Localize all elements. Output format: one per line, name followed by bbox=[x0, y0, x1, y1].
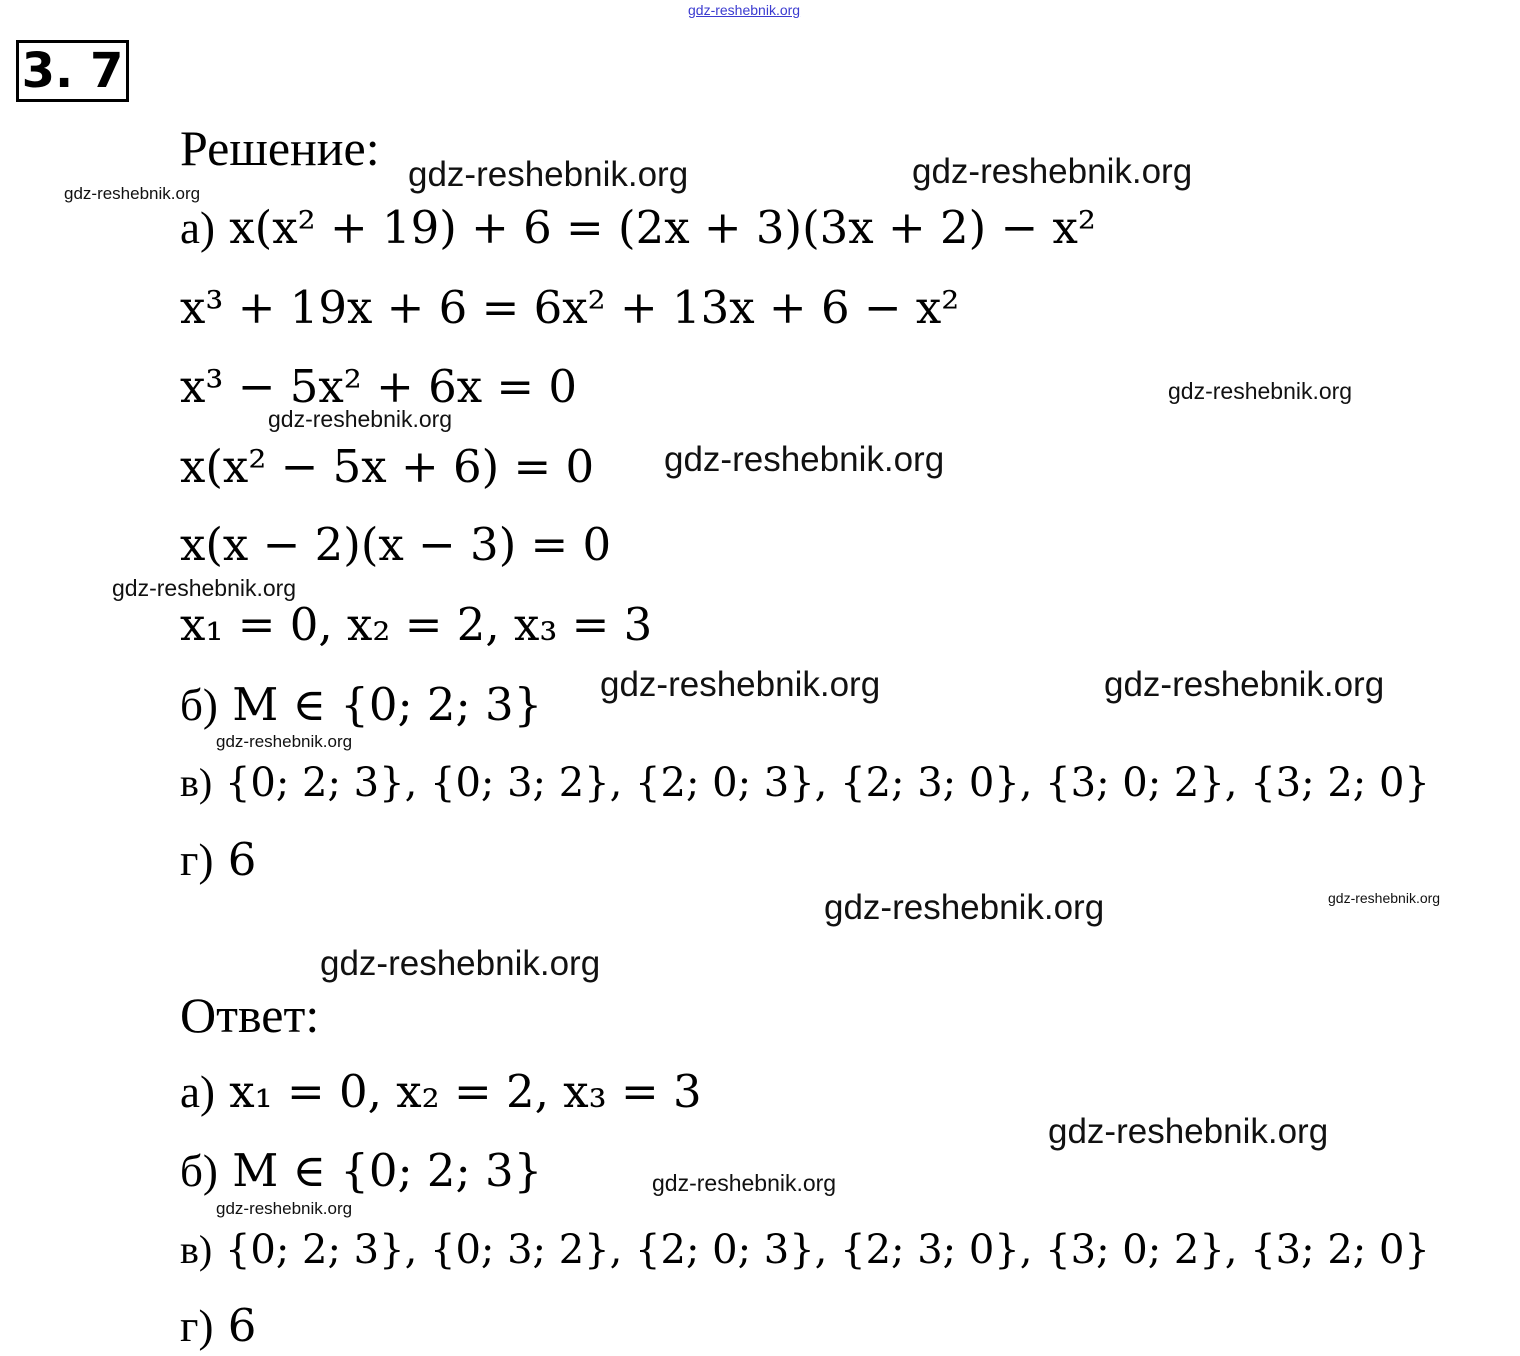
watermark: gdz-reshebnik.org bbox=[216, 1199, 353, 1218]
watermark: gdz-reshebnik.org bbox=[824, 888, 1105, 927]
solution-line bbox=[180, 675, 542, 735]
watermark: gdz-reshebnik.org bbox=[1328, 890, 1441, 906]
watermark: gdz-reshebnik.org bbox=[912, 152, 1193, 191]
item-label: г) bbox=[180, 835, 214, 885]
item-label: а) bbox=[180, 203, 215, 253]
solution-line bbox=[180, 595, 652, 655]
item-label: в) bbox=[180, 1227, 213, 1272]
item-label: а) bbox=[180, 1067, 215, 1117]
equation: x³ − 5x² + 6x = 0 bbox=[180, 360, 578, 413]
equation: M ∈ {0; 2; 3} bbox=[232, 1144, 543, 1197]
watermark: gdz-reshebnik.org bbox=[600, 665, 881, 704]
watermark: gdz-reshebnik.org bbox=[1104, 665, 1385, 704]
watermark: gdz-reshebnik.org bbox=[652, 1170, 837, 1196]
solution-line bbox=[180, 515, 611, 575]
watermark: gdz-reshebnik.org bbox=[1168, 378, 1353, 404]
watermark: gdz-reshebnik.org bbox=[320, 944, 601, 983]
watermark-top: gdz-reshebnik.org bbox=[688, 2, 801, 18]
equation: x(x − 2)(x − 3) = 0 bbox=[180, 518, 612, 571]
equation: M ∈ {0; 2; 3} bbox=[232, 678, 543, 731]
watermark: gdz-reshebnik.org bbox=[64, 184, 201, 203]
answer-line bbox=[180, 1296, 256, 1356]
solution-heading: Решение: bbox=[180, 120, 380, 176]
watermark: gdz-reshebnik.org bbox=[268, 406, 453, 432]
answer-line bbox=[180, 1220, 1430, 1280]
solution-line bbox=[180, 830, 256, 890]
equation: {0; 2; 3}, {0; 3; 2}, {2; 0; 3}, {2; 3; 0}, {3; 0; 2}, {3; 2; 0} bbox=[224, 760, 1430, 806]
equation: x₁ = 0, x₂ = 2, x₃ = 3 bbox=[180, 598, 653, 651]
solution-line bbox=[180, 437, 594, 497]
solution-line bbox=[180, 753, 1430, 813]
watermark: gdz-reshebnik.org bbox=[664, 440, 945, 479]
watermark: gdz-reshebnik.org bbox=[216, 732, 353, 751]
item-label: в) bbox=[180, 760, 213, 805]
equation: x₁ = 0, x₂ = 2, x₃ = 3 bbox=[229, 1065, 702, 1118]
watermark: gdz-reshebnik.org bbox=[112, 575, 297, 601]
watermark: gdz-reshebnik.org bbox=[1048, 1112, 1329, 1151]
answer-heading: Ответ: bbox=[180, 987, 320, 1043]
equation: {0; 2; 3}, {0; 3; 2}, {2; 0; 3}, {2; 3; 0}, {3; 0; 2}, {3; 2; 0} bbox=[224, 1227, 1430, 1273]
equation: x(x² − 5x + 6) = 0 bbox=[180, 440, 595, 493]
answer-line bbox=[180, 1141, 542, 1201]
equation: x(x² + 19) + 6 = (2x + 3)(3x + 2) − x² bbox=[229, 201, 1096, 254]
watermark: gdz-reshebnik.org bbox=[408, 155, 689, 194]
problem-number: 3. 7 bbox=[16, 40, 129, 102]
answer-line bbox=[180, 1062, 702, 1122]
equation: 6 bbox=[227, 833, 257, 886]
equation: x³ + 19x + 6 = 6x² + 13x + 6 − x² bbox=[180, 281, 960, 334]
item-label: г) bbox=[180, 1301, 214, 1351]
item-label: б) bbox=[180, 680, 218, 730]
solution-line bbox=[180, 278, 959, 338]
item-label: б) bbox=[180, 1146, 218, 1196]
solution-line bbox=[180, 198, 1096, 258]
equation: 6 bbox=[227, 1299, 257, 1352]
